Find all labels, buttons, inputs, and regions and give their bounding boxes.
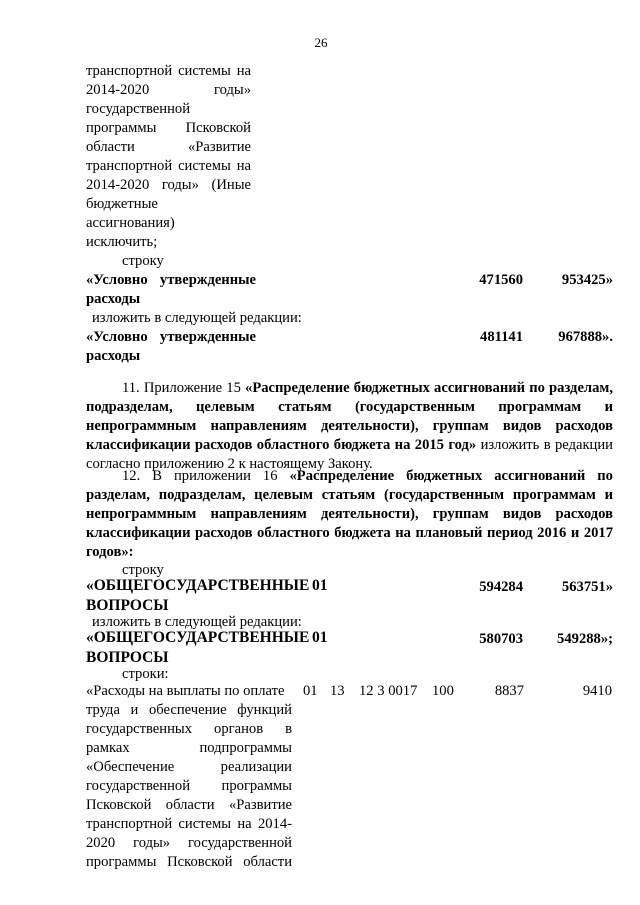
expenses-line: государственной программы [86, 778, 292, 794]
row-value: 549288»; [557, 631, 613, 647]
row-word: строку [122, 562, 164, 578]
expenses-line: «Обеспечение реализации [86, 759, 292, 775]
text-line: транспортной системы на [86, 63, 251, 79]
edit-text: изложить в следующей редакции: [92, 310, 302, 326]
row-label: расходы [86, 291, 141, 307]
row-label: «Условно утвержденные [86, 272, 256, 288]
row-code: 01 [312, 577, 328, 594]
expenses-line: «Расходы на выплаты по оплате [86, 683, 285, 699]
row-value: 563751» [561, 579, 613, 595]
para-12-number: 12. В приложении 16 [122, 468, 278, 484]
row-label: расходы [86, 348, 141, 364]
expenses-vr: 100 [432, 683, 454, 699]
text-line: транспортной системы на [86, 158, 251, 174]
row-value: 594284 [479, 579, 523, 595]
exclude-text: исключить; [86, 234, 158, 250]
para-11-tail: изложить в редакции согласно приложению 2 к настоящему Закону. [86, 437, 613, 472]
expenses-line: рамках подпрограммы [86, 740, 292, 756]
expenses-line: транспортной системы на 2014- [86, 816, 292, 832]
expenses-rz: 01 [303, 683, 318, 699]
edit-text: изложить в следующей редакции: [92, 614, 302, 630]
expenses-value: 8837 [494, 683, 524, 699]
text-line: программы Псковской [86, 120, 251, 136]
row-value: 953425» [561, 272, 613, 288]
para-11-bold: «Распределение бюджетных ассигнований по разделам, подразделам, целевым статьям (государственным программам и непрограммным направлениям деятельности), группам видов расходов классификации расходов областного бюджета на 2015 год» [86, 380, 613, 453]
para-11-number: 11. Приложение 15 [122, 380, 241, 396]
text-line: 2014-2020 годы» [86, 82, 251, 98]
row-value: 580703 [479, 631, 523, 647]
row-value: 471560 [479, 272, 523, 288]
row-code: 01 [312, 629, 328, 646]
paragraph-11 [86, 379, 613, 474]
row-label: ВОПРОСЫ [86, 649, 169, 666]
row-label: «Условно утвержденные [86, 329, 256, 345]
text-line: государственной [86, 101, 191, 117]
expenses-line: Псковской области «Развитие [86, 797, 292, 813]
rows-word: строки: [122, 666, 169, 682]
expenses-pr: 13 [330, 683, 345, 699]
row-value: 481141 [480, 329, 523, 345]
row-label: ВОПРОСЫ [86, 597, 169, 614]
expenses-line: государственных органов в [86, 721, 292, 737]
text-line: ассигнования) [86, 215, 175, 231]
page-number: 26 [314, 35, 328, 50]
expenses-line: труда и обеспечение функций [86, 702, 292, 718]
text-line: области «Развитие [86, 139, 251, 155]
row-label: «ОБЩЕГОСУДАРСТВЕННЫЕ [86, 577, 310, 594]
row-label: «ОБЩЕГОСУДАРСТВЕННЫЕ [86, 629, 310, 646]
expenses-csr: 12 3 0017 [359, 683, 418, 699]
text-line: бюджетные [86, 196, 158, 212]
expenses-line: программы Псковской области [86, 854, 292, 870]
paragraph-12 [86, 467, 613, 562]
expenses-value: 9410 [582, 683, 612, 699]
row-word: строку [122, 253, 164, 269]
para-12-bold: «Распределение бюджетных ассигнований по разделам, подразделам, целевым статьям (государственным программам и непрограммным направлениям деятельности), группам видов расходов классификации расходов областного бюджета на плановый период 2016 и 2017 годов»: [86, 468, 613, 560]
text-line: 2014-2020 годы» (Иные [86, 177, 251, 193]
row-value: 967888». [558, 329, 613, 345]
expenses-line: 2020 годы» государственной [86, 835, 292, 851]
